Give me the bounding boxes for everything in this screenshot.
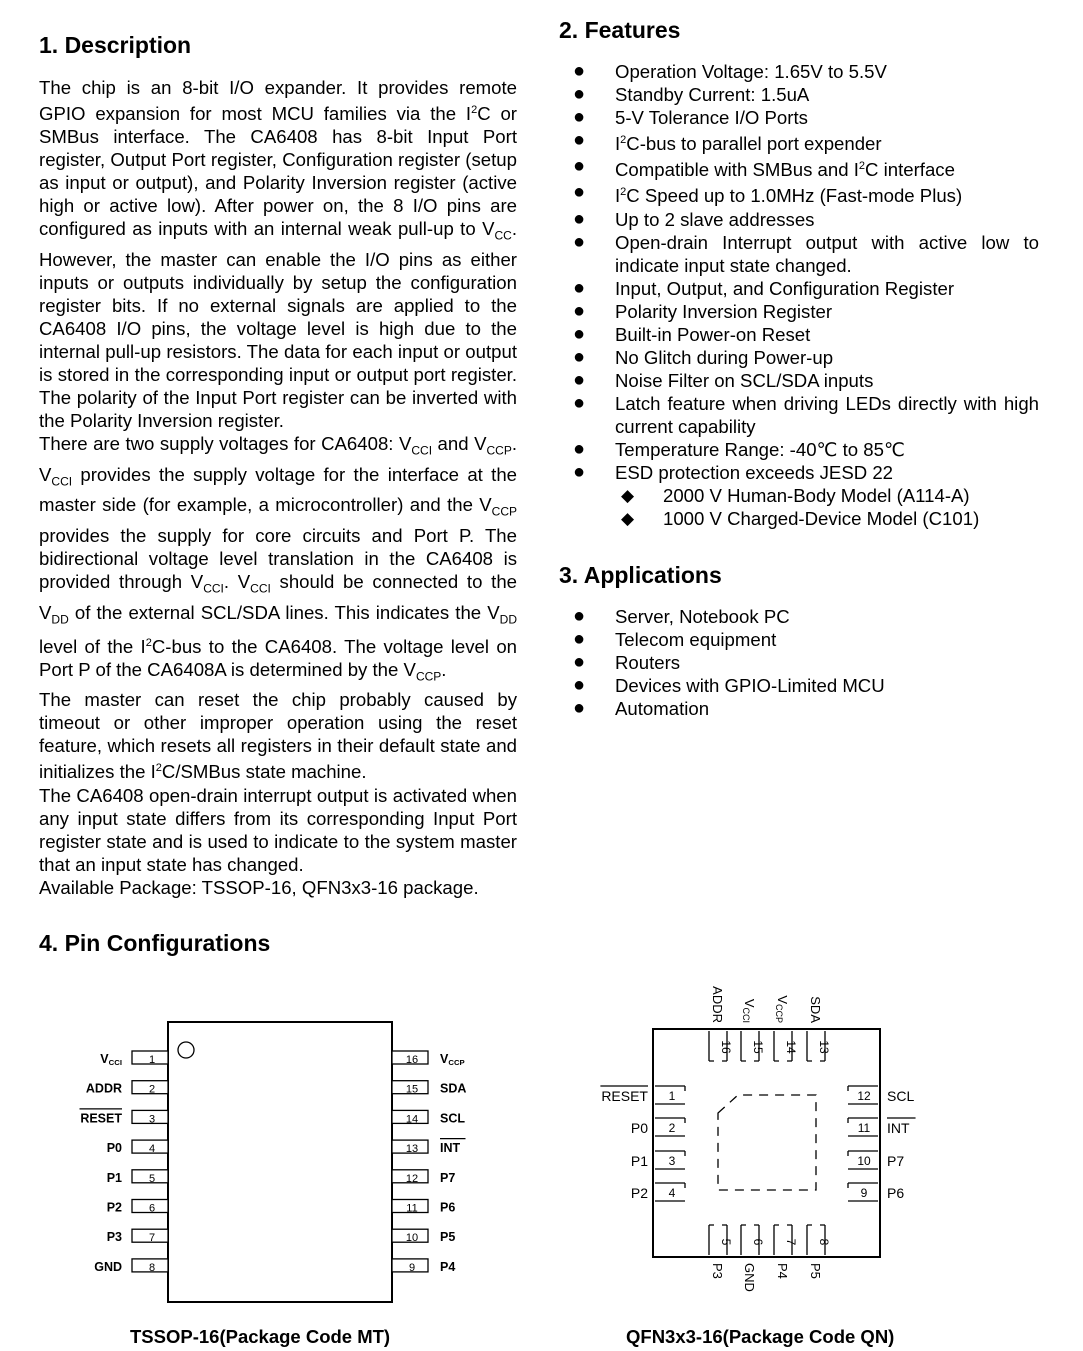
bullet-icon: ● <box>573 276 586 299</box>
pin-label: P1 <box>106 1170 122 1185</box>
pin-number: 2 <box>668 1121 676 1135</box>
qfn-package-body <box>653 1029 880 1257</box>
list-item: ● No Glitch during Power-up <box>573 345 834 368</box>
bullet-icon: ● <box>573 207 586 230</box>
bullet-icon: ● <box>573 368 586 391</box>
pin-label: GND <box>742 1263 757 1292</box>
pin-label: INT <box>887 1120 910 1136</box>
pin-number: 9 <box>408 1261 416 1274</box>
qfn3x3-16-pinout-diagram <box>590 975 930 1305</box>
pin-number: 12 <box>405 1172 419 1185</box>
list-item: ● Operation Voltage: 1.65V to 5.5V <box>573 60 887 82</box>
pin-number: 3 <box>668 1154 676 1168</box>
pin-number: 5 <box>719 1238 733 1246</box>
pin-number: 5 <box>148 1172 156 1185</box>
qfn-exposed-pad-outline <box>718 1095 816 1190</box>
bullet-icon: ● <box>573 230 586 253</box>
bullet-icon: ● <box>573 651 586 673</box>
pin-label: P0 <box>630 1120 648 1136</box>
bullet-icon: ● <box>573 322 586 345</box>
pin-label: P5 <box>440 1230 456 1245</box>
pin-number: 12 <box>857 1089 871 1103</box>
diamond-bullet-icon: ◆ <box>621 485 635 505</box>
pin-number: 9 <box>860 1186 868 1200</box>
list-item: ● $I^2C$-bus to parallel port expender <box>573 129 882 155</box>
pin-number: 10 <box>857 1154 871 1168</box>
list-item: ● Built-in Power-on Reset <box>573 322 811 345</box>
qfn-caption: QFN3x3-16(Package Code QN) <box>626 1326 895 1347</box>
pin-label: RESET <box>80 1111 122 1126</box>
pin-label: P2 <box>630 1185 648 1201</box>
bullet-icon: ● <box>573 129 586 151</box>
pin-label: INT <box>440 1141 461 1156</box>
bullet-icon: ● <box>573 181 586 204</box>
list-item: ● Temperature Range: -40℃ to 85℃ <box>573 437 905 460</box>
pin-label: P5 <box>808 1263 823 1279</box>
description-paragraph-3: The master can reset the chip probably caused by timeout or other improper operation using the reset feature, which resets all registers in their default state and initializes the $I^2C$/SMBus state machine. <box>39 689 517 783</box>
pin-number: 11 <box>857 1121 871 1135</box>
applications-heading: 3. Applications <box>559 562 722 588</box>
tssop-package-body <box>168 1022 392 1302</box>
pin-number: 16 <box>405 1054 419 1066</box>
applications-list <box>559 605 1039 720</box>
pin-number: 6 <box>148 1202 156 1215</box>
pin-number: 8 <box>148 1261 156 1274</box>
list-item: ● Latch feature when driving LEDs directly with high current capability <box>573 391 1039 437</box>
pin-label: P4 <box>775 1263 790 1279</box>
bullet-icon: ● <box>573 60 586 82</box>
pin-label: ADDR <box>710 986 725 1023</box>
pin-number: 10 <box>405 1232 419 1245</box>
pin-number: 7 <box>784 1238 798 1246</box>
description-heading: 1. Description <box>39 32 192 58</box>
pin-label: SCL <box>440 1111 465 1126</box>
list-item: ● Compatible with SMBus and $I^2C$ interface <box>573 155 955 181</box>
pin-label: GND <box>94 1259 122 1274</box>
bullet-icon: ● <box>573 674 586 696</box>
pin-label: P4 <box>440 1259 456 1274</box>
pin-number: 1 <box>148 1054 156 1066</box>
bullet-icon: ● <box>573 628 586 650</box>
bullet-icon: ● <box>573 155 586 178</box>
bullet-icon: ● <box>573 697 586 719</box>
list-item: ● Routers <box>573 651 681 673</box>
list-item: ● Server, Notebook PC <box>573 605 790 627</box>
pin-label: SDA <box>808 996 823 1023</box>
pin-number: 15 <box>751 1040 765 1054</box>
bullet-icon: ● <box>573 83 586 105</box>
diamond-bullet-icon: ◆ <box>621 508 635 528</box>
description-paragraph-1: The chip is an 8-bit I/O expander. It provides remote GPIO expansion for most MCU families via the $I^2C$ or SMBus interface. The CA6408 has 8-bit Input Port register, Output Port register, Configuration register (setup as input or output), and Polarity Inversion register (active high or active low). After power on, the 8 I/O pins are configured as inputs with an internal weak pull-up to $V_{CC}$. However, the master can enable the I/O pins as either inputs or outputs individually by setup the configuration register bits. If no external signals are applied to the CA6408 I/O pins, the voltage level is high due to the internal pull-up resistors. The data for each input or output is stored in the corresponding input or output port register. The polarity of the Input Port register can be inverted with the Polarity Inversion register. <box>39 77 517 431</box>
list-item: ● Telecom equipment <box>573 628 777 650</box>
list-item: ● Standby Current: 1.5uA <box>573 83 810 105</box>
bullet-icon: ● <box>573 460 586 483</box>
pin-number: 1 <box>668 1089 676 1103</box>
bullet-icon: ● <box>573 391 586 414</box>
description-paragraph-4: The CA6408 open-drain interrupt output is activated when any input state differs from its corresponding Input Port register state and is used to indicate to the system master that an input state has changed. <box>39 784 517 875</box>
list-item: ● ESD protection exceeds JESD 22 <box>573 460 894 483</box>
list-item: ◆ 2000 V Human-Body Model (A114-A) <box>621 484 970 506</box>
features-list <box>559 60 1039 530</box>
pin-number: 6 <box>751 1238 765 1246</box>
pin-label: VCCP <box>774 995 790 1023</box>
list-item: ● Automation <box>573 697 710 719</box>
pin-label: P7 <box>887 1153 905 1169</box>
pin-label: P1 <box>630 1153 648 1169</box>
pin-configurations-heading: 4. Pin Configurations <box>39 930 271 956</box>
list-item: ● Up to 2 slave addresses <box>573 207 815 230</box>
list-item: ● $I^2C$ Speed up to 1.0MHz (Fast-mode Plus) <box>573 181 963 207</box>
pin-number: 15 <box>405 1083 419 1096</box>
description-paragraph-2: There are two supply voltages for CA6408: $V_{CCI}$ and $V_{CCP}$. $V_{CCI}$ provides the supply voltage for the interface at the master side (for example, a microcontroller) and the $V_{CCP}$ provides the supply for core circuits and Port P. The bidirectional voltage level translation in the CA6408 is provided through $V_{CCI}$. $V_{CCI}$ should be connected to the $V_{DD}$ of the external SCL/SDA lines. This indicates the $V_{DD}$ level of the $I^2C$-bus to the CA6408. The voltage level on Port P of the CA6408A is determined by the $V_{CCP}$. <box>39 432 518 684</box>
list-item: ◆ 1000 V Charged-Device Model (C101) <box>621 507 980 529</box>
list-item: ● Input, Output, and Configuration Register <box>573 276 955 299</box>
features-heading: 2. Features <box>559 17 681 43</box>
pin-number: 2 <box>148 1083 156 1096</box>
pin-label: VCCI <box>100 1052 122 1067</box>
list-item: ● Open-drain Interrupt output with active low to indicate input state changed. <box>573 230 1039 276</box>
pin-number: 14 <box>405 1113 419 1126</box>
bullet-icon: ● <box>573 345 586 368</box>
description-paragraph-5: Available Package: TSSOP-16, QFN3x3-16 package. <box>39 876 479 898</box>
list-item: ● Noise Filter on SCL/SDA inputs <box>573 368 874 391</box>
pin-number: 8 <box>817 1238 831 1246</box>
description-body <box>39 76 517 899</box>
pin-label: SDA <box>440 1081 467 1096</box>
bullet-icon: ● <box>573 106 586 128</box>
pin-number: 4 <box>148 1143 156 1156</box>
tssop-16-pinout-diagram <box>60 1010 480 1310</box>
pin-label: VCCI <box>741 998 757 1023</box>
pin-number: 13 <box>405 1143 419 1156</box>
bullet-icon: ● <box>573 437 586 460</box>
pin-label: P6 <box>887 1185 905 1201</box>
list-item: ● Polarity Inversion Register <box>573 299 833 322</box>
pin-label: SCL <box>887 1088 915 1104</box>
pin-label: P7 <box>440 1170 456 1185</box>
bullet-icon: ● <box>573 299 586 322</box>
pin-label: P2 <box>106 1200 122 1215</box>
pin-label: P3 <box>710 1263 725 1279</box>
pin-1-marker <box>178 1042 194 1058</box>
pin-label: ADDR <box>85 1081 122 1096</box>
pin-number: 13 <box>817 1040 831 1054</box>
pin-label: P6 <box>440 1200 456 1215</box>
list-item: ● Devices with GPIO-Limited MCU <box>573 674 885 696</box>
pin-label: P3 <box>106 1230 122 1245</box>
bullet-icon: ● <box>573 605 586 627</box>
pin-number: 11 <box>406 1202 418 1215</box>
tssop-caption: TSSOP-16(Package Code MT) <box>130 1326 391 1347</box>
pin-number: 14 <box>784 1040 798 1054</box>
pin-number: 3 <box>148 1113 156 1126</box>
pin-label: P0 <box>106 1141 122 1156</box>
list-item: ● 5-V Tolerance I/O Ports <box>573 106 808 128</box>
pin-label: VCCP <box>440 1052 465 1067</box>
pin-number: 16 <box>719 1040 733 1054</box>
pin-number: 4 <box>668 1186 676 1200</box>
pin-number: 7 <box>148 1232 156 1245</box>
pin-label: RESET <box>601 1088 648 1104</box>
